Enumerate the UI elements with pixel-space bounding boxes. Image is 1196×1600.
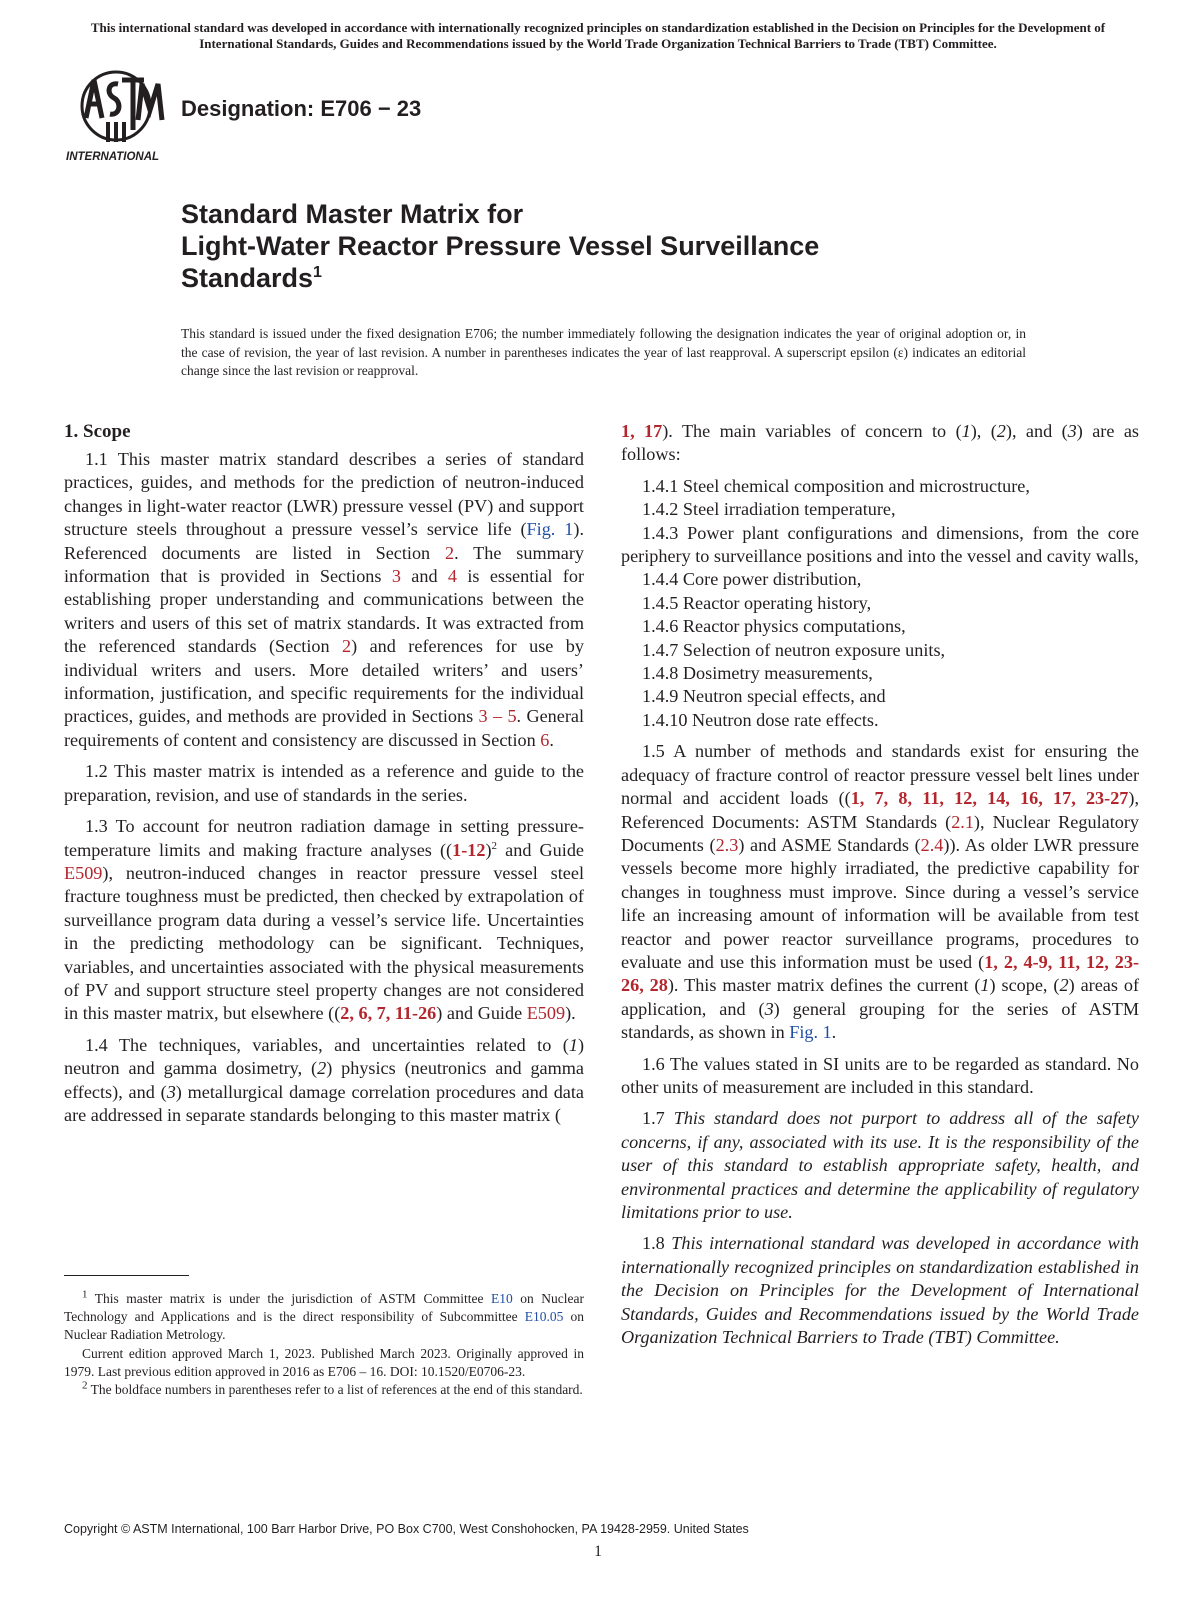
issue-note: This standard is issued under the fixed designation E706; the number immediately following the designation indicates the year of original adoption or, in the case of revision, the year of last revision. A number in parentheses indicates the year of last reapproval. A superscript epsilon (ε) indicates an editorial change since the last revision or reapproval. (181, 326, 1026, 378)
reference-link[interactable]: 1, 2, 4-9, 11, 12, 23-26, 28 (621, 951, 1140, 996)
list-item: 1.4.9 Neutron special effects, and (642, 686, 886, 707)
footnote-1: $^1$ This master matrix is under the jurisdiction of ASTM Committee E10 on Nuclear Technology and Applications and is the direct responsibility of Subcommittee E10.05 on Nuclear Radiation Metrology. (64, 1288, 584, 1343)
list-item: 1.4.1 Steel chemical composition and microstructure, (642, 475, 1030, 496)
paragraph-1-6: 1.6 The values stated in SI units are to be regarded as standard. No other units of measurement are included in this standard. (621, 1053, 1139, 1097)
list-item: 1.4.4 Core power distribution, (642, 569, 862, 590)
section-6-link[interactable]: 6 (540, 729, 550, 750)
right-column (621, 420, 1139, 1357)
list-item: 1.4.3 Power plant configurations and dimensions, from the core periphery to surveillance positions and into the vessel and cavity walls, (621, 522, 1139, 567)
paragraph-1-4: 1.4 The techniques, variables, and uncertainties related to (1) neutron and gamma dosimetry, (2) physics (neutronics and gamma effects), and (3) metallurgical damage correlation procedures and data are addressed in separate standards belonging to this master matrix ( (64, 1034, 584, 1125)
e10-05-link[interactable]: E10.05 (524, 1309, 564, 1325)
e509-link[interactable]: E509 (526, 1003, 566, 1024)
section-3-link[interactable]: 3 (391, 566, 401, 587)
list-item: 1.4.6 Reactor physics computations, (642, 616, 906, 637)
section-2-3-link[interactable]: 2.3 (715, 834, 739, 855)
section-1-heading: 1. Scope (64, 421, 131, 442)
paragraph-1-7: 1.7 This standard does not purport to address all of the safety concerns, if any, associated with its use. It is the responsibility of the user of this standard to establish appropriate safety, health, and environmental practices and determine the applicability of regulatory limitations prior to use. (621, 1108, 1140, 1222)
list-item: 1.4.5 Reactor operating history, (642, 592, 872, 613)
section-2-4-link[interactable]: 2.4 (920, 834, 944, 855)
footnote-2-mark[interactable]: 2 (491, 839, 498, 852)
reference-link[interactable]: 1, 17 (621, 421, 663, 441)
footnote-divider (64, 1275, 189, 1276)
title-line-3-text: Standards (181, 263, 314, 293)
sections-3-5-link[interactable]: 3 – 5 (478, 706, 517, 727)
section-2-link[interactable]: 2 (342, 636, 352, 657)
fig-1-link[interactable]: Fig. 1 (526, 519, 574, 540)
e509-link[interactable]: E509 (64, 862, 103, 883)
e10-link[interactable]: E10 (490, 1291, 513, 1306)
list-item: 1.4.8 Dosimetry measurements, (642, 663, 873, 684)
section-4-link[interactable]: 4 (447, 566, 457, 587)
paragraph-1-3: 1.3 To account for neutron radiation damage in setting pressure-temperature limits and making fracture analyses ($(1-12)^2$ and Guide E509), neutron-induced changes in reactor pressure vessel steel fracture toughness must be predicted, then checked by extrapolation of surveillance program data during a vessel’s service life. Uncertainties in the predicting methodology can be significant. Techniques, variables, and uncertainties associated with the physical measurements of PV and support structure steel property changes are not considered in this master matrix, but elsewhere ((2, 6, 7, 11-26) and Guide E509). (64, 816, 584, 1024)
paragraph-1-4-continued: 1, 17). The main variables of concern to (1), (2), and (3) are as follows: (621, 421, 1139, 465)
fig-1-link[interactable]: Fig. 1 (789, 1022, 832, 1043)
top-notice: This international standard was developed in accordance with internationally recognized principles on standardization established in the Decision on Principles for the Development of International Standards, Guides and Recommendations issued by the World Trade Organization Technical Barriers to Trade (TBT) Committee. (90, 20, 1106, 51)
paragraph-1-5: 1.5 A number of methods and standards exist for ensuring the adequacy of fracture control of reactor pressure vessel belt lines under normal and accident loads ((1, 7, 8, 11, 12, 14, 16, 17, 23-27), Referenced Documents: ASTM Standards (2.1), Nuclear Regulatory Documents (2.3) and ASME Standards (2.4)). As older LWR pressure vessels become more highly irradiated, the predictive capability for changes in toughness must improve. Since during a vessel’s service life an increasing amount of information will be available from test reactor and power reactor surveillance programs, procedures to evaluate and use this information must be used (1, 2, 4-9, 11, 12, 23-26, 28). This master matrix defines the current (1) scope, (2) areas of application, and (3) general grouping for the series of ASTM standards, as shown in Fig. 1. (621, 741, 1140, 1043)
reference-link[interactable]: 1, 7, 8, 11, 12, 14, 16, 17, 23-27 (850, 788, 1129, 809)
left-column (64, 420, 584, 1135)
logo-text: INTERNATIONAL (66, 151, 160, 162)
footnotes (64, 1290, 584, 1399)
paragraph-1-1: 1.1 This master matrix standard describes a series of standard practices, guides, and methods for the prediction of neutron-induced changes in light-water reactor (LWR) pressure vessel (PV) and support structure steels throughout a pressure vessel’s service life (Fig. 1). Referenced documents are listed in Section 2. The summary information that is provided in Sections 3 and 4 is essential for establishing proper understanding and communications between the writers and users of this set of matrix standards. It was extracted from the referenced standards (Section 2) and references for use by individual writers and users. More detailed writers’ and users’ information, justification, and specific requirements for the individual practices, guides, and methods are provided in Sections 3 – 5. General requirements of content and consistency are discussed in Section 6. (64, 449, 585, 750)
page-number: 1 (594, 1543, 602, 1560)
paragraph-1-8: 1.8 This international standard was developed in accordance with internationally recognized principles on standardization established in the Decision on Principles for the Development of International Standards, Guides and Recommendations issued by the World Trade Organization Technical Barriers to Trade (TBT) Committee. (621, 1233, 1140, 1348)
document-title (181, 198, 1081, 294)
designation: Designation: E706 − 23 (181, 96, 422, 121)
paragraph-1-2: 1.2 This master matrix is intended as a reference and guide to the preparation, revision, and use of standards in the series. (64, 761, 584, 805)
astm-logo (64, 70, 168, 162)
edition-note: Current edition approved March 1, 2023. Published March 2023. Originally approved in 1979. Last previous edition approved in 2016 as E706 – 16. DOI: 10.1520/E0706-23. (64, 1345, 584, 1379)
title-line-1: Standard Master Matrix for (181, 199, 524, 229)
list-item: 1.4.10 Neutron dose rate effects. (642, 709, 879, 730)
copyright-notice: Copyright © ASTM International, 100 Barr Harbor Drive, PO Box C700, West Conshohocken, PA 19428-2959. United States (64, 1522, 749, 1536)
title-footnote-mark[interactable]: 1 (313, 264, 322, 281)
footnote-2: $^2$ The boldface numbers in parentheses refer to a list of references at the end of this standard. (82, 1379, 583, 1398)
list-item: 1.4.2 Steel irradiation temperature, (642, 499, 896, 520)
reference-link[interactable]: 2, 6, 7, 11-26 (340, 1003, 437, 1024)
title-line-2: Light-Water Reactor Pressure Vessel Surveillance (181, 231, 820, 261)
reference-link[interactable]: 1-12 (452, 839, 486, 860)
title-line-3 (181, 262, 1081, 294)
section-2-1-link[interactable]: 2.1 (951, 811, 974, 832)
section-2-link[interactable]: 2 (445, 542, 455, 563)
list-item: 1.4.7 Selection of neutron exposure units, (642, 639, 946, 660)
astm-logo-icon (64, 70, 168, 162)
